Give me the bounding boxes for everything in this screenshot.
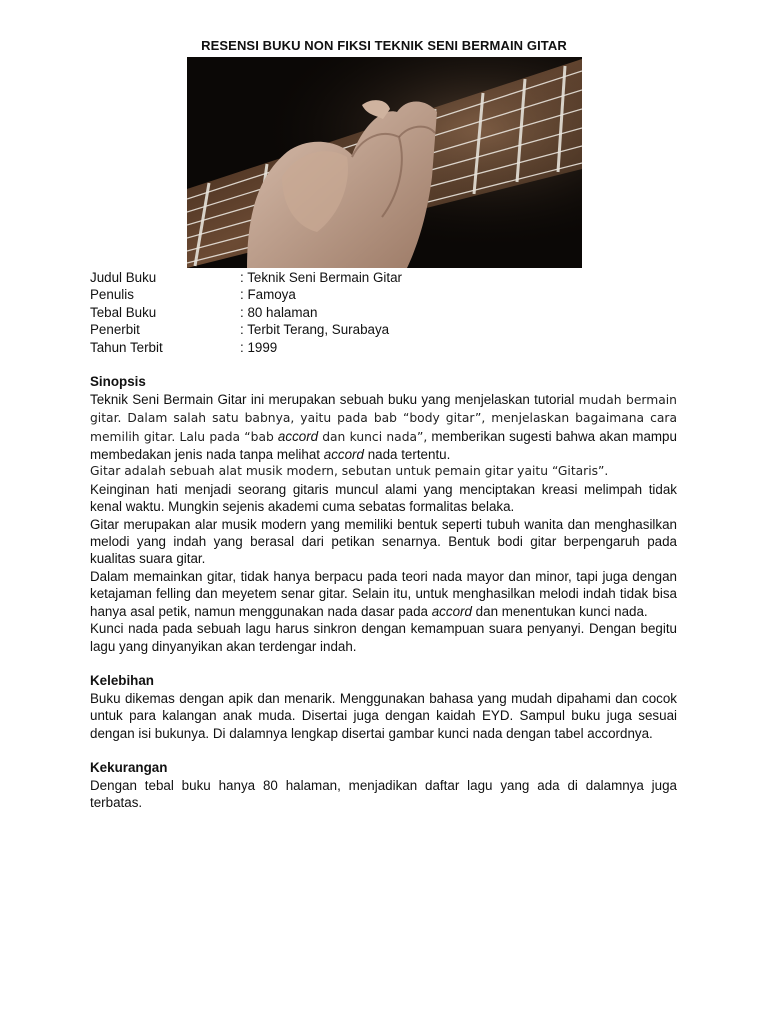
sinopsis-section [90,373,677,655]
meta-value: : Teknik Seni Bermain Gitar [240,270,402,285]
sinopsis-paragraph-6: Kunci nada pada sebuah lagu harus sinkron dengan kemampuan suara penyanyi. Dengan begitu lagu yang dinyanyikan akan terdengar indah. [90,621,677,654]
meta-key: Judul Buku [90,270,157,285]
meta-key: Tahun Terbit [90,339,163,355]
kelebihan-heading: Kelebihan [90,673,154,689]
sinopsis-heading: Sinopsis [90,374,146,390]
kekurangan-paragraph: Dengan tebal buku hanya 80 halaman, menjadikan daftar lagu yang ada di dalamnya juga terbatas. [90,777,677,811]
meta-value: : Famoya [240,287,296,303]
review-content [90,269,677,812]
sinopsis-paragraph-4: Gitar merupakan alar musik modern yang memiliki bentuk seperti tubuh wanita dan menghasilkan melodi yang indah yang berasal dari petikan senarnya. Bentuk bodi gitar berpengaruh pada kualitas suara gitar. [90,516,677,567]
text-run: Teknik Seni Bermain Gitar ini merupakan sebuah buku yang menjelaskan tutorial [90,391,575,407]
text-run: dan menentukan kunci nada. [475,603,648,619]
kelebihan-section [90,672,677,742]
kekurangan-section [90,759,677,811]
meta-row-tebal [90,304,677,321]
sinopsis-paragraph-1 [90,391,677,464]
text-run: memberikan sugesti bahwa akan mampu membedakan jenis nada tanpa melihat [90,428,677,463]
text-run: accord [277,428,319,444]
guitar-photo-illustration [187,57,582,268]
text-run: accord [431,603,472,619]
meta-value: : 1999 [240,339,278,355]
text-run: nada tertentu. [367,447,451,463]
meta-value: : Terbit Terang, Surabaya [240,322,390,338]
text-run: dan kunci nada”, [322,429,428,444]
document-title: RESENSI BUKU NON FIKSI TEKNIK SENI BERMAIN GITAR [201,38,567,53]
text-run: accord [323,447,364,463]
sinopsis-paragraph-3: Keinginan hati menjadi seorang gitaris muncul alami yang menciptakan kreasi melimpah tidak kenal waktu. Mungkin sejenis akademi cuma sebatas formalitas belaka. [90,481,677,515]
meta-row-penerbit [90,321,677,338]
sinopsis-paragraph-5 [90,568,677,620]
text-run: Dalam memainkan gitar, tidak hanya berpacu pada teori nada mayor dan minor, tapi juga dengan ketajaman felling dan meyetem senar gitar. Selain itu, untuk menghasilkan melodi indah tidak bisa hanya asal petik, namun menggunakan nada dasar pada [90,568,677,619]
meta-value: : 80 halaman [240,304,318,320]
meta-key: Penulis [90,287,134,303]
meta-key: Penerbit [90,322,140,338]
sinopsis-paragraph-2: Gitar adalah sebuah alat musik modern, sebutan untuk pemain gitar yaitu “Gitaris”. [90,464,609,479]
book-metadata [90,269,677,356]
kelebihan-paragraph: Buku dikemas dengan apik dan menarik. Menggunakan bahasa yang mudah dipahami dan cocok untuk para kalangan anak muda. Disertai juga dengan kaidah EYD. Sampul buku juga sesuai dengan isi bukunya. Di dalamnya lengkap disertai gambar kunci nada dengan tabel accordnya. [90,690,677,741]
guitar-fretboard-hand-photo [187,57,582,268]
meta-key: Tebal Buku [90,304,157,320]
meta-row-tahun [90,339,677,356]
meta-row-judul [90,269,677,286]
kekurangan-heading: Kekurangan [90,760,168,776]
text-run: mudah bermain gitar. Dalam salah satu babnya, yaitu pada bab “body gitar”, menjelaskan bagaimana cara memilih gitar. Lalu pada “bab [90,392,677,444]
meta-row-penulis [90,286,677,303]
